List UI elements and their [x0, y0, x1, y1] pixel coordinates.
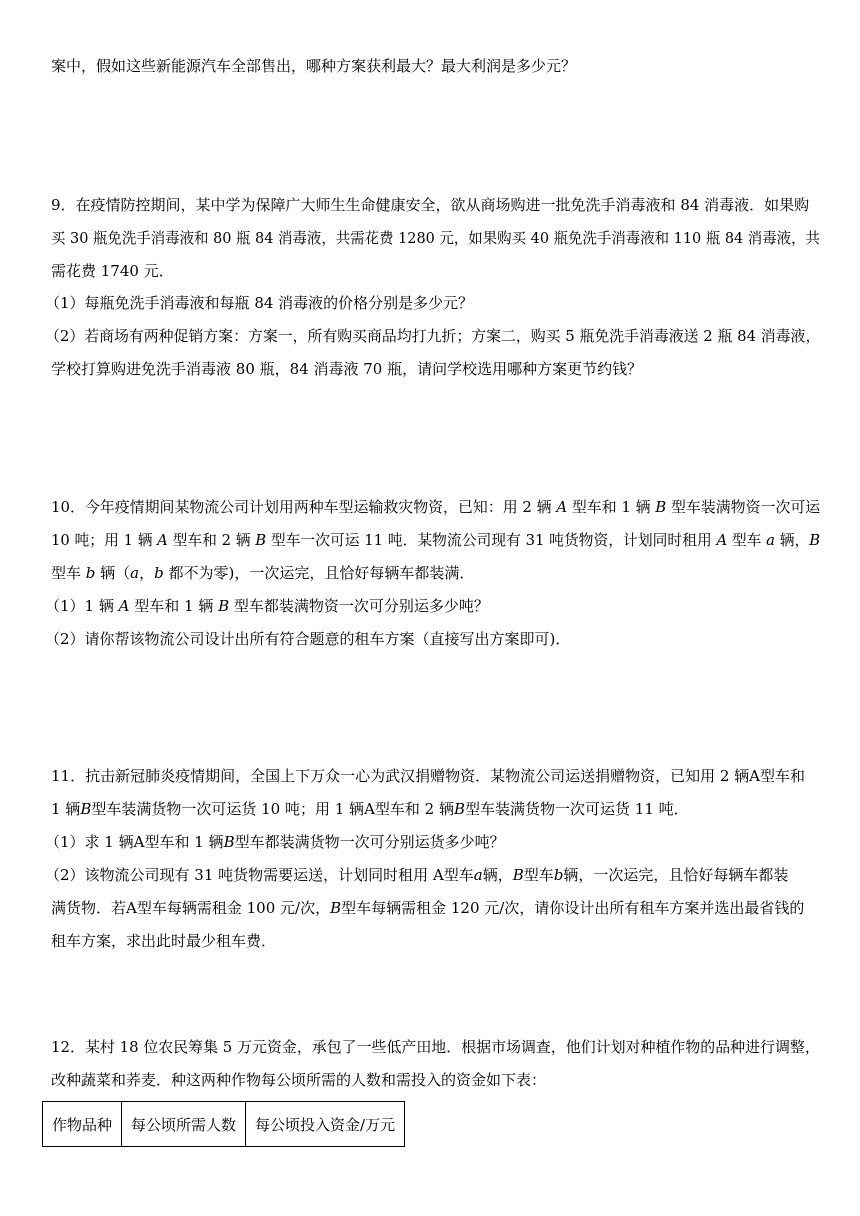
- variable-b: b: [154, 564, 164, 582]
- table-header-cell: 每公顷投入资金/万元: [246, 1102, 405, 1147]
- q11-text: 1 辆: [51, 800, 81, 818]
- q11-text: 型车装满货物一次可运货 10 吨；用 1 辆: [91, 800, 365, 818]
- table-row: [43, 1102, 405, 1147]
- q10-text: 都不为零)，一次运完，且恰好每辆车都装满．: [163, 564, 475, 582]
- q10-text: 型车和 1 辆: [129, 597, 219, 615]
- vehicle-type-b: B: [655, 498, 667, 516]
- q11-line-2: [51, 799, 689, 819]
- q10-part-1: [45, 596, 489, 616]
- q11-text: 型车和 2 辆: [374, 800, 454, 818]
- vehicle-type-b: B: [454, 800, 466, 818]
- table-header-cell: 每公顷所需人数: [122, 1102, 246, 1147]
- q10-text: 型车装满物资一次可运: [666, 498, 821, 516]
- q11-text: 型车每辆需租金 120 元/次，请你设计出所有租车方案并选出最省钱的: [341, 899, 805, 917]
- q10-text: 型车和 1 辆: [567, 498, 656, 516]
- q11-text: 型车都装满货物一次可分别运货多少吨？: [234, 833, 505, 851]
- q10-text: 型车: [727, 531, 767, 549]
- q10-line-1: [51, 497, 820, 517]
- q11-line-1: [51, 766, 805, 786]
- q10-line-3: [51, 563, 474, 583]
- q9-line-3: 需花费 1740 元．: [51, 262, 174, 280]
- q11-text: 型车装满货物一次可运货 11 吨．: [465, 800, 689, 818]
- q9-line-1: 9．在疫情防控期间，某中学为保障广大师生生命健康安全，欲从商场购进一批免洗手消毒液和 84 消毒液．如果购: [51, 196, 810, 214]
- q10-text: 辆（: [95, 564, 131, 582]
- vehicle-type-a: A: [432, 866, 444, 884]
- q12-line-2: 改种蔬菜和荞麦．种这两种作物每公顷所需的人数和需投入的资金如下表：: [51, 1071, 547, 1089]
- vehicle-type-a: A: [364, 800, 375, 818]
- q9-part-1: （1）每瓶免洗手消毒液和每瓶 84 消毒液的价格分别是多少元？: [45, 294, 474, 312]
- q10-text: 10 吨；用 1 辆: [51, 531, 158, 549]
- vehicle-type-b: B: [809, 531, 821, 549]
- q9-line-2: 买 30 瓶免洗手消毒液和 80 瓶 84 消毒液，共需花费 1280 元，如果购买 40 瓶免洗手消毒液和 110 瓶 84 消毒液，共: [51, 229, 820, 247]
- q11-text: 11．抗击新冠肺炎疫情期间，全国上下万众一心为武汉捐赠物资．某物流公司运送捐赠物资，已知用 2 辆: [51, 767, 750, 785]
- q10-text: 10．今年疫情期间某物流公司计划用两种车型运输救灾物资，已知：用 2 辆: [51, 498, 557, 516]
- vehicle-type-b: B: [80, 800, 92, 818]
- q10-text: ，: [139, 564, 155, 582]
- q11-part-1: [45, 832, 505, 852]
- q10-text: 型车一次可运 11 吨．某物流公司现有 31 吨货物资，计划同时租用: [266, 531, 717, 549]
- vehicle-type-b: B: [218, 597, 230, 615]
- q10-text: 型车: [51, 564, 86, 582]
- vehicle-type-a: A: [749, 767, 761, 785]
- vehicle-type-a: A: [118, 597, 130, 615]
- vehicle-type-b: B: [330, 899, 342, 917]
- vehicle-type-a: A: [556, 498, 568, 516]
- q10-line-2: [51, 530, 820, 550]
- q11-text: 型车: [443, 866, 474, 884]
- q9-part-2: （2）若商场有两种促销方案：方案一，所有购买商品均打九折；方案二，购买 5 瓶免洗手消毒液送 2 瓶 84 消毒液，: [45, 327, 821, 345]
- prev-question-tail: 案中，假如这些新能源汽车全部售出，哪种方案获利最大？最大利润是多少元？: [51, 57, 577, 75]
- q11-text: 型车每辆需租金 100 元/次，: [136, 899, 331, 917]
- q10-text: （1）1 辆: [45, 597, 119, 615]
- variable-a: a: [766, 531, 775, 549]
- q12-line-1: 12．某村 18 位农民筹集 5 万元资金，承包了一些低产田地．根据市场调查，他们计划对种植作物的品种进行调整，: [51, 1038, 820, 1056]
- vehicle-type-a: A: [157, 531, 168, 549]
- q11-line-6: 租车方案，求出此时最少租车费．: [51, 932, 277, 950]
- vehicle-type-b: B: [512, 866, 524, 884]
- q10-text: 辆，: [774, 531, 810, 549]
- q9-line-6: 学校打算购进免洗手消毒液 80 瓶，84 消毒液 70 瓶，请问学校选用哪种方案更节约钱？: [51, 360, 643, 378]
- vehicle-type-a: A: [133, 833, 145, 851]
- q11-text: 型车和 1 辆: [144, 833, 224, 851]
- q11-part-2: [45, 865, 788, 885]
- variable-b: b: [85, 564, 96, 582]
- q11-text: （2）该物流公司现有 31 吨货物需要运送，计划同时租用: [45, 866, 433, 884]
- vehicle-type-b: B: [255, 531, 267, 549]
- vehicle-type-b: B: [223, 833, 235, 851]
- variable-b: b: [553, 866, 564, 884]
- variable-a: a: [130, 564, 140, 582]
- crop-table: [42, 1101, 405, 1147]
- vehicle-type-a: A: [716, 531, 728, 549]
- q11-text: 辆，一次运完，且恰好每辆车都装: [563, 866, 789, 884]
- table-header-cell: 作物品种: [43, 1102, 122, 1147]
- q11-text: 满货物．若: [51, 899, 127, 917]
- vehicle-type-a: A: [126, 899, 137, 917]
- q10-part-2: （2）请你帮该物流公司设计出所有符合题意的租车方案（直接写出方案即可)．: [45, 630, 571, 648]
- q11-text: 辆，: [482, 866, 513, 884]
- q10-text: 型车都装满物资一次可分别运多少吨？: [229, 597, 489, 615]
- q10-text: 型车和 2 辆: [167, 531, 256, 549]
- q11-text: 型车和: [760, 767, 806, 785]
- q11-text: （1）求 1 辆: [45, 833, 134, 851]
- variable-a: a: [473, 866, 483, 884]
- q11-line-5: [51, 898, 804, 918]
- q11-text: 型车: [523, 866, 554, 884]
